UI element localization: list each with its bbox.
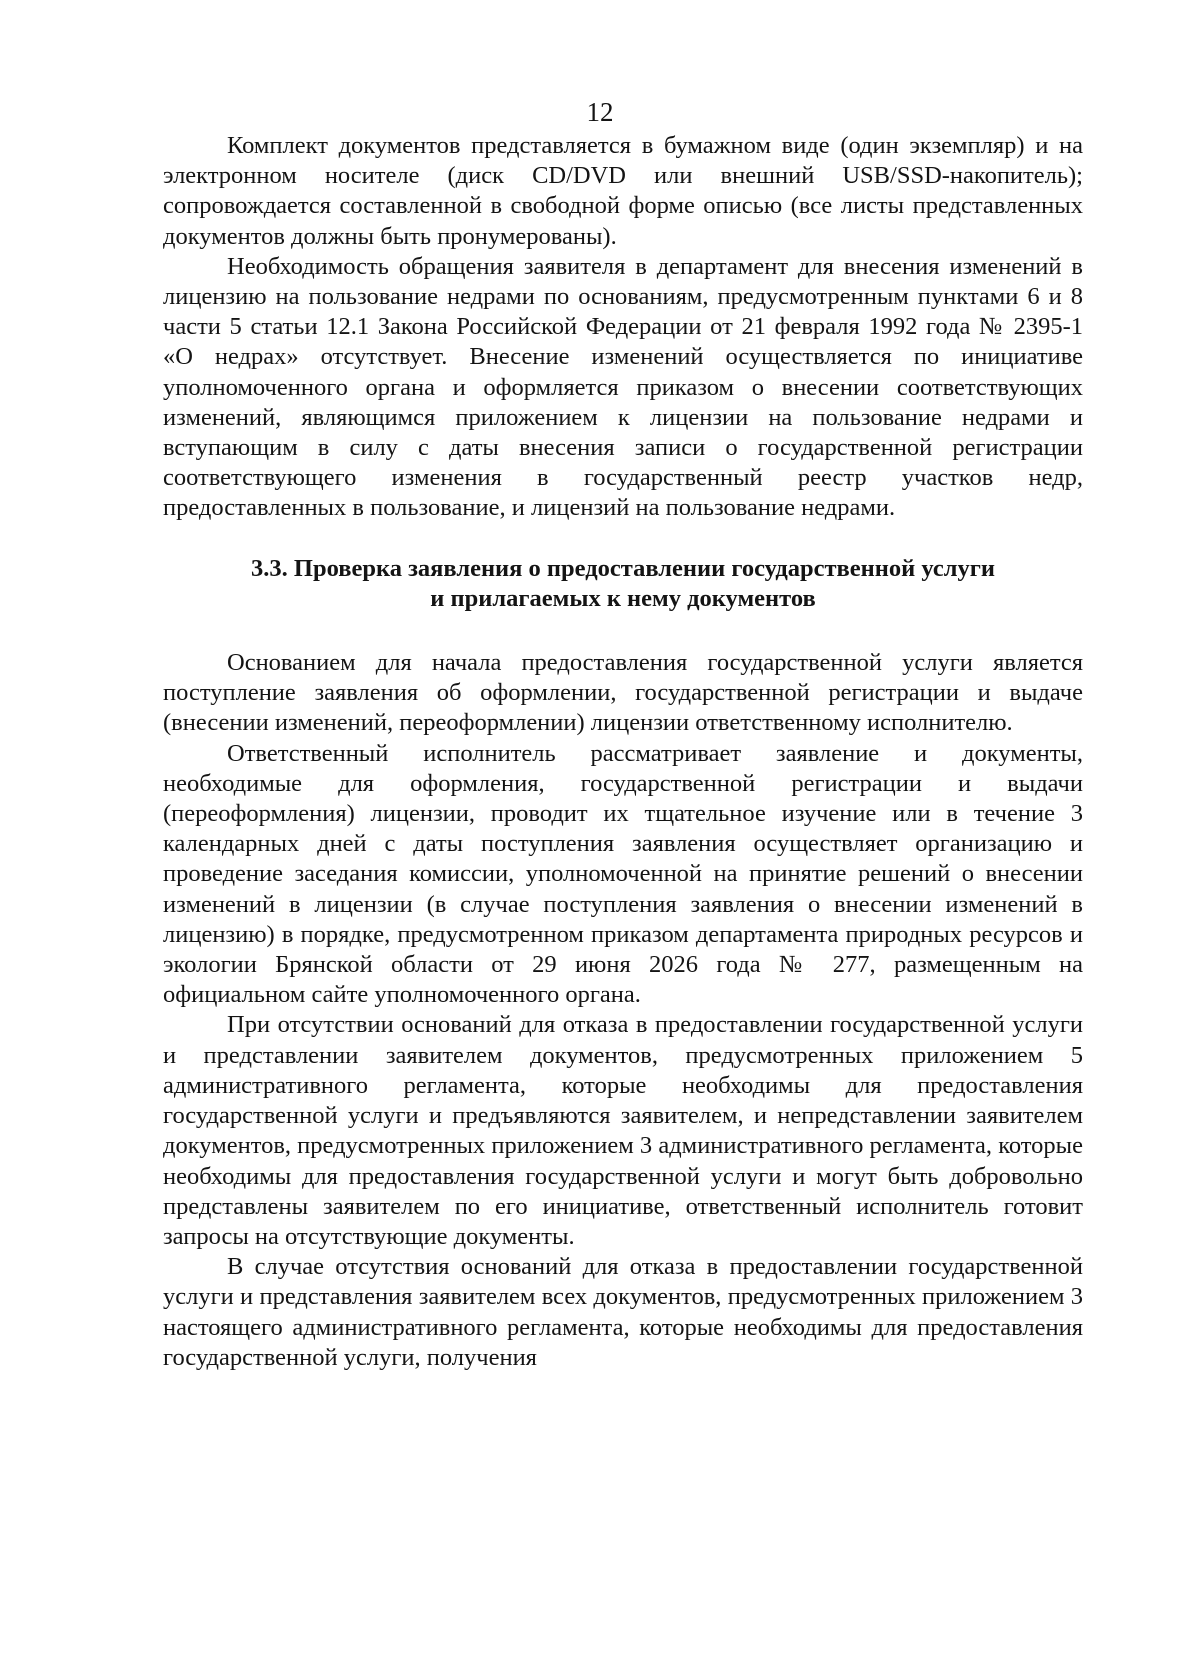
paragraph-responsible-executor: Ответственный исполнитель рассматривает заявление и документы, необходимые для оформления, государственной регистрации и выдачи (переоформления) лицензии, проводит их тщательное изучение или в течение 3 календарных дней с даты поступления заявления осуществляет организацию и проведение заседания комиссии, уполномоченной на принятие решений о внесении изменений в лицензии (в случае поступления заявления о внесении изменений в лицензию) в порядке, предусмотренном приказом департамента природных ресурсов и экологии Брянской области от 29 июня 2026 года № 277, размещенным на официальном сайте уполномоченного органа.: [163, 739, 1083, 1009]
section-heading-line-2: и прилагаемых к нему документов: [430, 584, 816, 612]
document-body: [163, 131, 1083, 1373]
section-heading-line-1: 3.3. Проверка заявления о предоставлении государственной услуги: [251, 554, 995, 582]
section-heading-3-3: [163, 554, 1083, 614]
page-number: 12: [586, 97, 614, 127]
paragraph-absence-of-grounds: При отсутствии оснований для отказа в предоставлении государственной услуги и представлении заявителем документов, предусмотренных приложением 5 административного регламента, которые необходимы для предоставления государственной услуги и предъявляются заявителем, и непредставлении заявителем документов, предусмотренных приложением 3 административного регламента, которые необходимы для предоставления государственной услуги и могут быть добровольно представлены заявителем по его инициативе, ответственный исполнитель готовит запросы на отсутствующие документы.: [163, 1011, 1083, 1250]
paragraph-case-of-absence: В случае отсутствия оснований для отказа в предоставлении государственной услуги и представления заявителем всех документов, предусмотренных приложением 3 настоящего административного регламента, которые необходимы для предоставления государственной услуги, получения: [163, 1253, 1083, 1371]
paragraph-license-changes: Необходимость обращения заявителя в департамент для внесения изменений в лицензию на пользование недрами по основаниям, предусмотренным пунктами 6 и 8 части 5 статьи 12.1 Закона Российской Федерации от 21 февраля 1992 года № 2395-1 «О недрах» отсутствует. Внесение изменений осуществляется по инициативе уполномоченного органа и оформляется приказом о внесении соответствующих изменений, являющимся приложением к лицензии на пользование недрами и вступающим в силу с даты внесения записи о государственной регистрации соответствующего изменения в государственный реестр участков недр, предоставленных в пользование, и лицензий на пользование недрами.: [163, 252, 1083, 522]
paragraph-basis-for-service: Основанием для начала предоставления государственной услуги является поступление заявления об оформлении, государственной регистрации и выдаче (внесении изменений, переоформлении) лицензии ответственному исполнителю.: [163, 649, 1083, 737]
paragraph-documents-package: Комплект документов представляется в бумажном виде (один экземпляр) и на электронном носителе (диск CD/DVD или внешний USB/SSD-накопитель); сопровождается составленной в свободной форме описью (все листы представленных документов должны быть пронумерованы).: [163, 132, 1083, 250]
